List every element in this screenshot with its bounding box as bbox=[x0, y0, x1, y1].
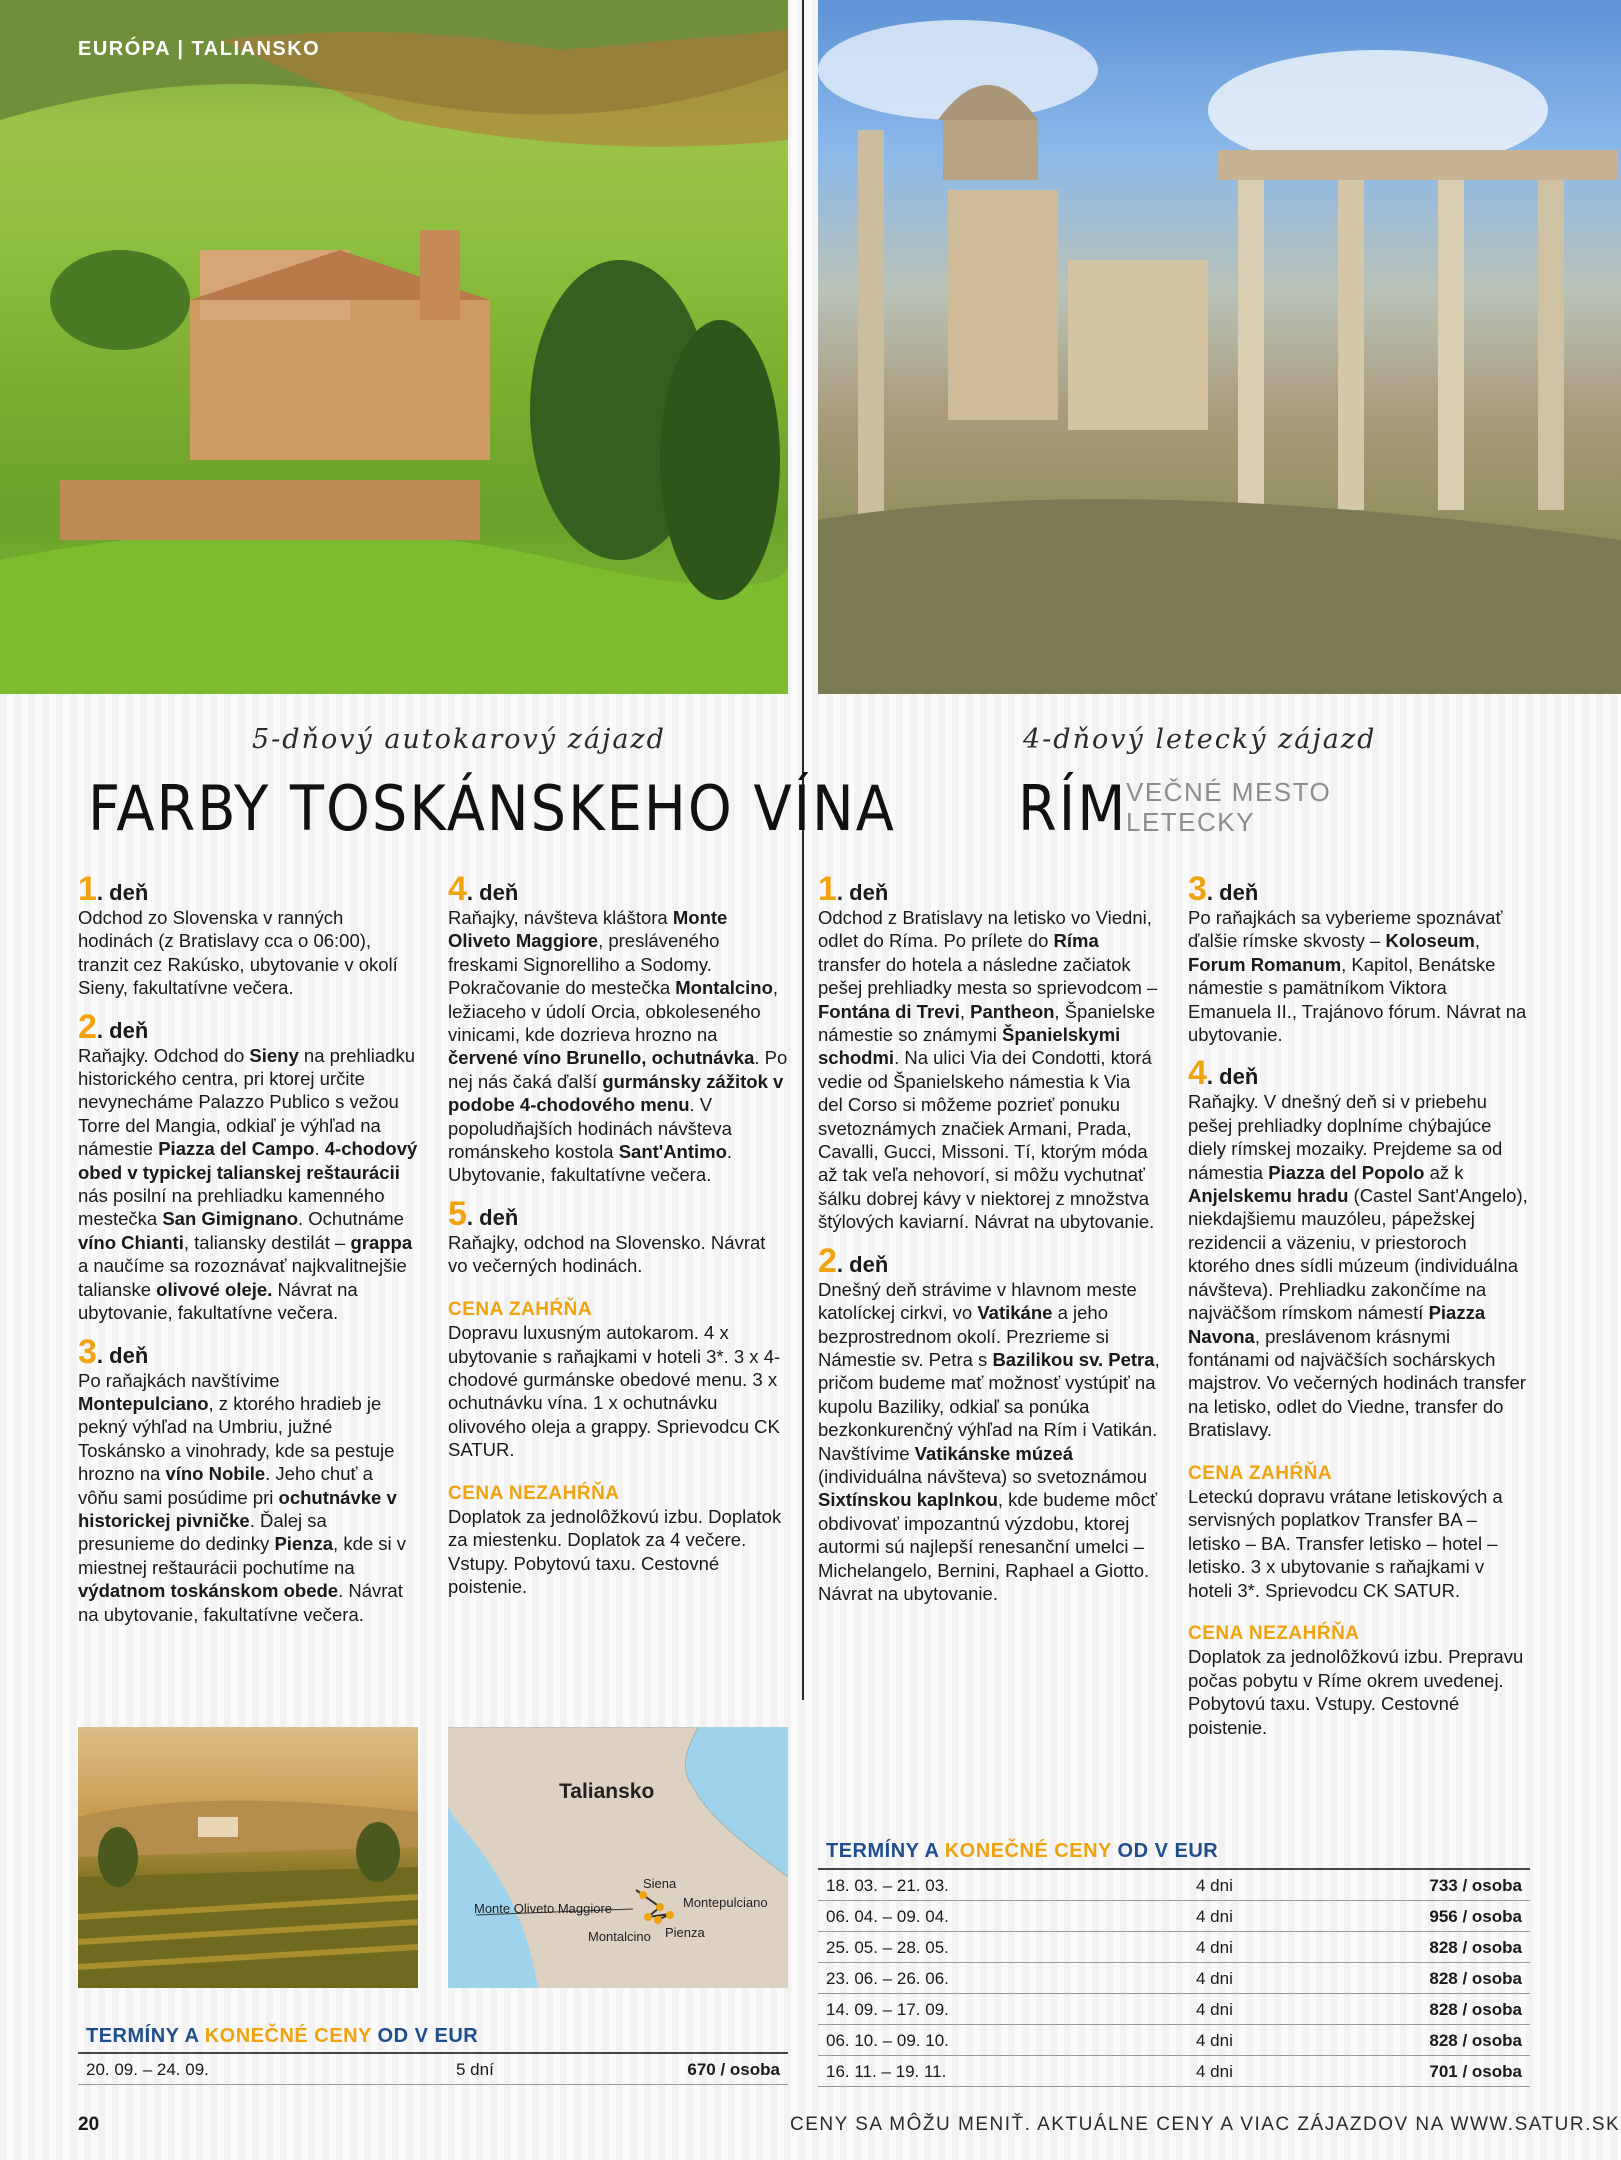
left-column-2: 4. deň Raňajky, návšteva kláštora Monte Oliveto Maggiore, presláveného freskami Signorelliho a Sodomy. Pokračovanie do mestečka Montalcino, ležiaceho v údolí Orcia, obkoleseného vinicami, kde dozrieva hrozno na červené víno Brunello, ochutnávka. Po nej nás čaká ďalší gurmánsky zážitok v podobe 4-chodového menu. V popoludňajších hodinách návšteva románskeho kostola Sant'Antimo. Ubytovanie, fakultatívne večera. 5. deň Raňajky, odchod na Slovensko. Návrat vo večerných hodinách. CENA ZAHŔŇA Dopravu luxusným autokarom. 4 x ubytovanie s raňajkami v hoteli 3*. 3 x 4-chodové gurmánske obedové menu. 3 x ochutnávku vína. 1 x ochutnávku olivového oleja a grappy. Sprievodcu CK SATUR. CENA NEZAHŔŇA Doplatok za jednolôžkovú izbu. Doplatok za miestenku. Doplatok za 4 večere. Vstupy. Pobytovú taxu. Cestovné poistenie. bbox=[448, 870, 788, 1598]
row-days: 4 dni bbox=[1196, 1907, 1233, 1926]
tuscany-monastery-photo bbox=[0, 0, 788, 694]
rome-forum-photo bbox=[818, 0, 1621, 694]
tuscany-illustration bbox=[0, 0, 788, 694]
row-days: 4 dni bbox=[1196, 2062, 1233, 2081]
footer-note: CENY SA MÔŽU MENIŤ. AKTUÁLNE CENY A VIAC ZÁJAZDOV NA WWW.SATUR.SK bbox=[790, 2114, 1621, 2135]
map-label-siena: Siena bbox=[643, 1876, 677, 1891]
row-date: 06. 10. – 09. 10. bbox=[826, 2031, 949, 2050]
table-row bbox=[818, 2056, 1530, 2087]
day-heading: 4. deň bbox=[448, 870, 519, 908]
row-price: 828 / osoba bbox=[1429, 1969, 1522, 1988]
row-price: 956 / osoba bbox=[1429, 1907, 1522, 1926]
map-country-label: Taliansko bbox=[559, 1780, 655, 1803]
row-days: 4 dni bbox=[1196, 2031, 1233, 2050]
row-price: 828 / osoba bbox=[1429, 2031, 1522, 2050]
row-date: 20. 09. – 24. 09. bbox=[86, 2060, 209, 2079]
column-divider bbox=[802, 0, 804, 1700]
map-illustration bbox=[448, 1727, 788, 1988]
vineyard-illustration bbox=[78, 1727, 418, 1988]
day-heading: 2. deň bbox=[78, 1007, 149, 1046]
day-heading: 2. deň bbox=[818, 1241, 889, 1280]
price-excludes-heading: CENA NEZAHŔŇA bbox=[448, 1482, 620, 1504]
table-row bbox=[78, 2054, 788, 2085]
table-row bbox=[818, 1870, 1530, 1901]
left-pricing-table bbox=[78, 2052, 788, 2085]
day-heading: 1. deň bbox=[818, 870, 889, 908]
tagline-line-1: VEČNÉ MESTO bbox=[1126, 777, 1332, 807]
row-days: 4 dni bbox=[1196, 2000, 1233, 2019]
right-subtitle: 4-dňový letecký zájazd bbox=[1023, 724, 1377, 755]
map-label-montalcino: Montalcino bbox=[588, 1929, 651, 1944]
row-days: 5 dní bbox=[456, 2060, 494, 2079]
price-includes-heading: CENA ZAHŔŇA bbox=[448, 1298, 593, 1320]
map-label-monte-oliveto: Monte Oliveto Maggiore bbox=[474, 1901, 613, 1916]
price-includes-heading: CENA ZAHŔŇA bbox=[1188, 1462, 1333, 1484]
day-heading: 3. deň bbox=[1188, 870, 1259, 908]
map-label-pienza: Pienza bbox=[665, 1925, 705, 1940]
row-price: 828 / osoba bbox=[1429, 1938, 1522, 1957]
row-days: 4 dni bbox=[1196, 1969, 1233, 1988]
rome-illustration bbox=[818, 0, 1621, 694]
table-row bbox=[818, 1963, 1530, 1994]
row-date: 25. 05. – 28. 05. bbox=[826, 1938, 949, 1957]
table-row bbox=[818, 1932, 1530, 1963]
row-price: 701 / osoba bbox=[1429, 2062, 1522, 2081]
map-label-montepulciano: Montepulciano bbox=[683, 1895, 768, 1910]
right-pricing-table bbox=[818, 1868, 1530, 2087]
left-title: FARBY TOSKÁNSKEHO VÍNA bbox=[88, 772, 896, 845]
right-tagline bbox=[1126, 777, 1331, 837]
right-column-1: 1. deň Odchod z Bratislavy na letisko vo Viedni, odlet do Ríma. Po prílete do Ríma transfer do hotela a následne začiatok pešej prehliadky mesta so sprievodcom – Fontána di Trevi, Pantheon, Španielske námestie so známymi Španielskymi schodmi. Na ulici Via dei Condotti, ktorá vedie od Španielskeho námestia k Via del Corso si môžeme pozrieť ponuku svetoznámych značiek Armani, Prada, Cavalli, Gucci, Missoni. Tí, ktorým móda až tak veľa nehovorí, si môžu vychutnať šálku dobrej kávy v niektorej z množstva štýlových kaviarní. Návrat na ubytovanie. 2. deň Dnešný deň strávime v hlavnom meste katolíckej cirkvi, vo Vatikáne a jeho bezprostrednom okolí. Prezrieme si Námestie sv. Petra s Bazilikou sv. Petra, pričom budeme mať možnosť vystúpiť na kupolu Baziliky, odkiaľ sa ponúka bezkonkurenčný výhľad na Rím i Vatikán. Navštívime Vatikánske múzeá (individuálna návšteva) so svetoznámou Sixtínskou kaplnkou, kde budeme môcť obdivovať impozantnú výzdobu, ktorej autormi sú najlepší renesanční umelci – Michelangelo, Bernini, Raphael a Giotto. Návrat na ubytovanie. bbox=[818, 870, 1160, 1604]
breadcrumb: EURÓPA | TALIANSKO bbox=[78, 38, 321, 60]
row-date: 14. 09. – 17. 09. bbox=[826, 2000, 949, 2019]
left-subtitle: 5-dňový autokarový zájazd bbox=[252, 724, 666, 755]
row-days: 4 dni bbox=[1196, 1876, 1233, 1895]
left-pricing-heading: TERMÍNY A KONEČNÉ CENY OD V EUR bbox=[86, 2025, 479, 2047]
vineyard-photo bbox=[78, 1727, 418, 1988]
row-date: 06. 04. – 09. 04. bbox=[826, 1907, 949, 1926]
page-number: 20 bbox=[78, 2114, 100, 2135]
tagline-line-2: LETECKY bbox=[1126, 807, 1255, 837]
right-title: RÍM bbox=[1018, 772, 1128, 845]
left-column-1: 1. deň Odchod zo Slovenska v ranných hodinách (z Bratislavy cca o 06:00), tranzit cez Rakúsko, ubytovanie v okolí Sieny, fakultatívne večera. 2. deň Raňajky. Odchod do Sieny na prehliadku historického centra, pri ktorej určite nevynecháme Palazzo Publico s vežou Torre del Mangia, odkiaľ je výhľad na námestie Piazza del Campo. 4-chodový obed v typickej talianskej reštaurácii nás posilní na prehliadku kamenného mestečka San Gimignano. Ochutnáme víno Chianti, taliansky destilát – grappa a naučíme sa rozoznávať najkvalitnejšie talianske olivové oleje. Návrat na ubytovanie, fakultatívne večera. 3. deň Po raňajkách navštívime Montepulciano, z ktorého hradieb je pekný výhľad na Umbriu, južné Toskánsko a vinohrady, kde sa pestuje hrozno na víno Nobile. Jeho chuť a vôňu sami posúdime pri ochutnávke v historickej pivničke. Ďalej sa presunieme do dedinky Pienza, kde si v miestnej reštaurácii pochutíme na výdatnom toskánskom obede. Návrat na ubytovanie, fakultatívne večera. bbox=[78, 870, 418, 1625]
day-heading: 5. deň bbox=[448, 1194, 519, 1233]
route-map bbox=[448, 1727, 788, 1988]
row-date: 23. 06. – 26. 06. bbox=[826, 1969, 949, 1988]
table-row bbox=[818, 1901, 1530, 1932]
right-pricing-heading: TERMÍNY A KONEČNÉ CENY OD V EUR bbox=[826, 1840, 1219, 1862]
row-date: 18. 03. – 21. 03. bbox=[826, 1876, 949, 1895]
day-heading: 1. deň bbox=[78, 870, 149, 908]
row-price: 670 / osoba bbox=[687, 2060, 780, 2079]
row-days: 4 dni bbox=[1196, 1938, 1233, 1957]
row-price: 828 / osoba bbox=[1429, 2000, 1522, 2019]
day-heading: 4. deň bbox=[1188, 1054, 1259, 1093]
table-row bbox=[818, 1994, 1530, 2025]
price-excludes-heading: CENA NEZAHŔŇA bbox=[1188, 1622, 1360, 1644]
right-column-2: 3. deň Po raňajkách sa vyberieme spoznávať ďalšie rímske skvosty – Koloseum, Forum Romanum, Kapitol, Benátske námestie s pamätníkom Viktora Emanuela II., Trajánovo fórum. Návrat na ubytovanie. 4. deň Raňajky. V dnešný deň si v priebehu pešej prehliadky doplníme chýbajúce diely rímskej mozaiky. Prejdeme sa od námestia Piazza del Popolo až k Anjelskemu hradu (Castel Sant'Angelo), niekdajšiemu mauzóleu, pápežskej rezidencii a väzeniu, v priestoroch ktorého dnes sídli múzeum (individuálna návšteva). Prehliadku zakončíme na najväčšom rímskom námestí Piazza Navona, preslávenom krásnymi fontánami od najväčších sochárskych majstrov. Vo večerných hodinách transfer na letisko, odlet do Viedne, transfer do Bratislavy. CENA ZAHŔŇA Leteckú dopravu vrátane letiskových a servisných poplatkov Transfer BA – letisko – BA. Transfer letisko – hotel – letisko. 3 x ubytovanie s raňajkami v hoteli 3*. Sprievodcu CK SATUR. CENA NEZAHŔŇA Doplatok za jednolôžkovú izbu. Prepravu počas pobytu v Ríme okrem uvedenej. Pobytovú taxu. Vstupy. Cestovné poistenie. bbox=[1188, 876, 1533, 1739]
row-date: 16. 11. – 19. 11. bbox=[826, 2062, 947, 2081]
table-row bbox=[818, 2025, 1530, 2056]
row-price: 733 / osoba bbox=[1429, 1876, 1522, 1895]
day-heading: 3. deň bbox=[78, 1332, 149, 1371]
